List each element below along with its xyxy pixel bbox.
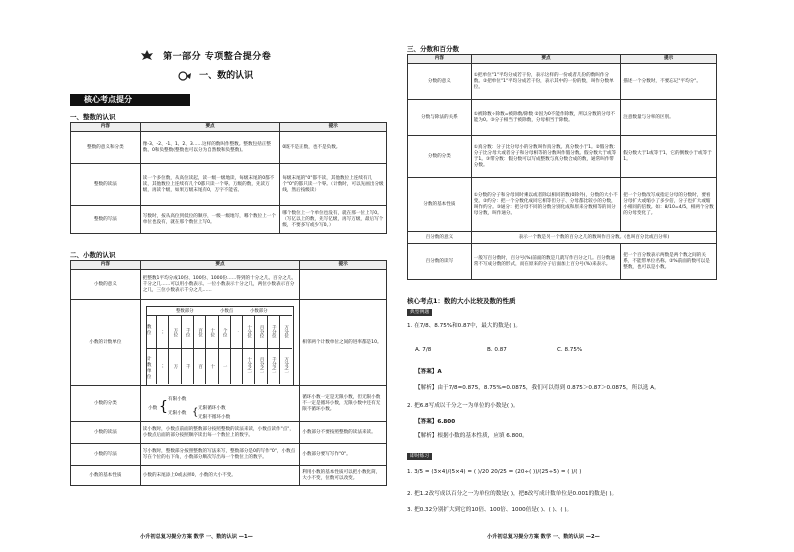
practice-2: 2. 把1.2改写成以百分之一为单位的数是( )，把8改写成计数单位是0.001的数是( )。 [407, 491, 618, 497]
table-cell: 把整数1平均分成10份、100份、1000份……得到的十分之几、百分之几、千分之几……可以用小数表示。一位小数表示十分之几，两位小数表示百分之几，三位小数表示千分之几…… [140, 270, 299, 300]
section-decimals-title: 二、小数的认识 [70, 251, 116, 259]
key-point-title: 核心考点1：数的大小比较及数的性质 [407, 297, 516, 305]
table-cell: 写数时，按从高位到低位的顺序，一级一级地写，哪个数位上一个单位也没有，就在那个数位上写0。 [140, 206, 280, 234]
place-value-column [230, 315, 243, 384]
brace-icon: { [159, 399, 168, 415]
part-title-area [140, 44, 360, 63]
place-unit: 十 [209, 363, 215, 369]
place-unit: 一 [222, 363, 228, 369]
table-cell: 分数的分类 [408, 136, 472, 178]
table-cell: 相邻两个计数单位之间的进率都是10。 [300, 300, 387, 386]
table-cell: 读小数时，小数点前面的整数部分按照整数的读法来读，小数点读作"点"，小数点后面的部分按照顺序读出每一个数位上的数字。 [140, 422, 299, 444]
place-name: 百位 [197, 327, 203, 337]
table-cell: 小数的末尾添上0或去掉0，小数的大小不变。 [140, 466, 299, 486]
table-cell: 把一个分数改写成指定分母的分数时，要看分母扩大或缩小了多少倍，分子也扩大或缩小相同的倍数。如：8/10=4/5，相两个分数的分母变化了。 [621, 178, 717, 232]
place-unit: … [160, 363, 166, 369]
place-unit: 千 [185, 363, 191, 369]
table-cell: 百分数的读写 [408, 244, 472, 280]
place-unit: 十分之一 [246, 357, 252, 375]
col-header: 要点 [140, 123, 280, 132]
example-tag [407, 308, 432, 316]
table-cell: 分数与除法的关系 [408, 100, 472, 136]
place-name: 万分位 [283, 325, 289, 339]
table-cell: 分数的基本性质 [408, 178, 472, 232]
place-name: … [160, 329, 166, 335]
table-cell: 读一个多位数，从高位读起，读一级一级地读，每级末尾的0都不读，其他数位上连续有几个0都只读一个零。万级的数，先读万级，再读个级，如果万级末尾有0，万字不能省。 [140, 164, 280, 206]
table-cell: 小数的写法 [71, 444, 141, 466]
ex1-explanation: 【解析】由于7/8=0.875，8.75%=0.0875，我们可以得到 0.875＞0.87＞0.0875，所以选 A。 [415, 385, 660, 391]
leaf-icon [178, 70, 192, 82]
ex2-answer [415, 418, 455, 426]
col-header: 提示 [280, 123, 387, 132]
place-name: 千分位 [271, 325, 277, 339]
place-unit: 百 [197, 363, 203, 369]
place-value-column [205, 315, 218, 384]
row-unit-label: 计数单位 [147, 357, 152, 380]
place-value-column [242, 315, 255, 384]
example-2: 2. 把6.8写成以千分之一为单位的小数是( )。 [407, 403, 519, 409]
place-value-column [267, 315, 280, 384]
table-cell: 小数部分不要按照整数的读法来读。 [300, 422, 387, 444]
place-unit: 百分之一 [259, 357, 265, 375]
table-cell: 注意数量与分率的区别。 [621, 100, 717, 136]
ex2-explanation: 【解析】根据小数的基本性质，应填 6.800。 [415, 433, 528, 439]
table-cell: 整数的意义和分类 [71, 132, 141, 164]
col-header: 内容 [408, 55, 472, 64]
place-value-column [181, 315, 194, 384]
ex1-option-a: A. 7/8 [415, 347, 432, 353]
brace-icon: { [192, 407, 199, 418]
answer-value: A [437, 369, 442, 375]
table-cell: 把一个百分数表示两数是两个数之间的关系，不能带单位名称。②%前面的数可以是整数，也可以是小数。 [621, 244, 717, 280]
table-cell: 哪个数位上一个单位也没有，就在那一位上写0。（写亿以上的数，先写亿级，再写万级，最后写个级，不要多写或少写0。） [280, 206, 387, 234]
practice-3: 3. 把0.32分别扩大到它的10倍、100倍、1000倍是( )、( )、( )。 [407, 507, 573, 513]
table-cell: 分数的意义 [408, 64, 472, 100]
example-tag-text: 典型例题 [407, 309, 432, 316]
col-header: 要点 [140, 261, 299, 270]
table-cell: 整数的写法 [71, 206, 141, 234]
table-cell: ①分数的分子和分母同时乘以或者除以相同的数(0除外)，分数的大小不变。②约分：把一个分数化成同它相等但分子、分母都比较小的分数，叫作约分。③通分：把分母不同的分数分别化成和原来分数相等的同分母分数，叫作通分。 [471, 178, 620, 232]
core-banner-text: 核心考点提分 [84, 95, 132, 104]
part-title: 第一部分 专项整合提分卷 [163, 52, 272, 62]
table-cell: 描述一个分数时，不要忘记"平均分"。 [621, 64, 717, 100]
lotus-icon [140, 49, 154, 61]
table-cell: 表示一个数是另一个数的百分之几的数叫作百分数。(也叫百分比或百分率) [471, 232, 716, 244]
place-value-column [156, 315, 169, 384]
place-value-column [254, 315, 267, 384]
answer-value: 6.800 [437, 419, 456, 425]
place-value-column [279, 315, 292, 384]
table-cell: 假分数大于1或等于1，它的倒数小于或等于1。 [621, 136, 717, 178]
place-name: 个位 [222, 327, 228, 337]
section-integers-title: 一、整数的认识 [70, 113, 116, 121]
table-cell: 像-3、-2、-1、1、2、3……这样的数叫作整数。整数包括正整数、0和负整数(整数也可以分为自然数和负整数)。 [140, 132, 280, 164]
table-cell: 小数部分要写写作"0"。 [300, 444, 387, 466]
classify-root: 小数 [148, 406, 158, 411]
integers-table [70, 122, 387, 234]
place-unit: 万分之一 [283, 357, 289, 375]
table-cell: 小数的意义 [71, 270, 141, 300]
table-cell: ①真分数：分子比分母小的分数叫作真分数。真分数小于1。②假分数：分子比分母大或者分子和分母相等的分数叫作假分数。假分数大于或等于1。③带分数：假分数可以写成整数与真分数合成的数，通常叫作带分数。 [471, 136, 620, 178]
place-name: 十分位 [246, 325, 252, 339]
col-header: 内容 [71, 261, 141, 270]
table-cell: 0既不是正数，也不是负数。 [280, 132, 387, 164]
right-page [397, 0, 794, 552]
classify-infinite: 无限小数 [168, 411, 187, 416]
place-name: 百分位 [259, 325, 265, 339]
ex1-option-c: C. 8.75% [557, 347, 583, 353]
table-cell: 小数的基本性质 [71, 466, 141, 486]
row-pos-label: 数位 [147, 325, 152, 336]
place-name: 千位 [185, 327, 191, 337]
table-cell: 小数的计数单位 [71, 300, 141, 386]
table-cell: 循环小数一定是无限小数，但无限小数不一定是循环小数，无限小数中还有无限不循环小数。 [300, 386, 387, 422]
place-value-column [218, 315, 231, 384]
integer-part-label: 整数部分 [176, 309, 194, 314]
example-1: 1. 在7/8、8.75%和0.87中，最大的数是( )。 [407, 323, 522, 329]
section-fractions-title: 三、分数和百分数 [407, 45, 459, 53]
answer-label: 【答案】 [415, 419, 438, 425]
table-cell: 写小数时，整数部分按照整数的写法来写，整数部分是0的写作"0"，小数点写在个位的右下角，小数部分顺次写出每一个数位上的数字。 [140, 444, 299, 466]
place-value-column [168, 315, 181, 384]
classify-repeating: 无限循环小数 [198, 406, 226, 411]
right-footer: 小升初总复习提分方案 数学 一、数的认识 —2— [487, 534, 600, 540]
table-cell: ①把单位"1"平均分成若干份，表示这样的一份或者几份的数叫作分数。②把单位"1"平均分成若干份，表示其中的一份的数，叫作分数单位。 [471, 64, 620, 100]
place-unit: 万 [172, 363, 178, 369]
ex1-answer [415, 368, 442, 376]
place-name: · [234, 331, 240, 333]
table-cell: 小数的读法 [71, 422, 141, 444]
place-unit: 千分之一 [271, 357, 277, 375]
practice-tag [407, 452, 432, 460]
classify-nonrepeating: 无限不循环小数 [198, 415, 231, 420]
chapter-title-text: 一、数的认识 [199, 71, 254, 81]
table-cell: 百分数的意义 [408, 232, 472, 244]
place-value-chart [146, 306, 292, 384]
table-cell: 一般写百分数时，百分号(%)前面的数是几就写作百分之几。百分数通常不写成分数的形式，而在原来的分子后面加上百分号(%)来表示。 [471, 244, 620, 280]
core-banner [70, 94, 190, 106]
decimal-point-label: 小数点 [220, 309, 234, 314]
col-header: 提示 [621, 55, 717, 64]
table-cell: 整数的读法 [71, 164, 141, 206]
table-cell: 每级末尾的"0"都不读，其他数位上连续有几个"0"的都只读一个零。（计数时，可以先画出分级线，然后按级读） [280, 164, 387, 206]
col-header: 提示 [300, 261, 387, 270]
decimal-classification [148, 395, 268, 427]
practice-tag-text: 即时练习 [407, 453, 432, 460]
practice-1: 1. 3/5 = (3×4)/(5×4) = ( )/20 20/25 = (20÷( ))/(25÷5) = ( )/( ) [407, 469, 582, 475]
place-value-column [193, 315, 206, 384]
table-cell: 利用小数的基本性质可以把小数化简，大小不变，位数可以改变。 [300, 466, 387, 486]
chapter-title [178, 68, 253, 82]
left-footer: 小升初总复习提分方案 数学 一、数的认识 —1— [140, 534, 253, 540]
table-cell [300, 270, 387, 300]
answer-label: 【答案】 [415, 369, 438, 375]
table-cell: 小数的分类 [71, 386, 141, 422]
col-header: 要点 [471, 55, 620, 64]
table-cell: ①被除数÷除数=被除数/除数 ②因为0不能作除数，所以分数的分母不能为0。③分子相当于被除数，分母相当于除数。 [471, 100, 620, 136]
place-name: 万位 [172, 327, 178, 337]
classify-finite: 有限小数 [168, 397, 187, 402]
col-header: 内容 [71, 123, 141, 132]
fractions-table [407, 54, 717, 280]
place-name: 十位 [209, 327, 215, 337]
ex1-option-b: B. 0.87 [487, 347, 507, 353]
decimal-part-label: 小数部分 [250, 309, 268, 314]
